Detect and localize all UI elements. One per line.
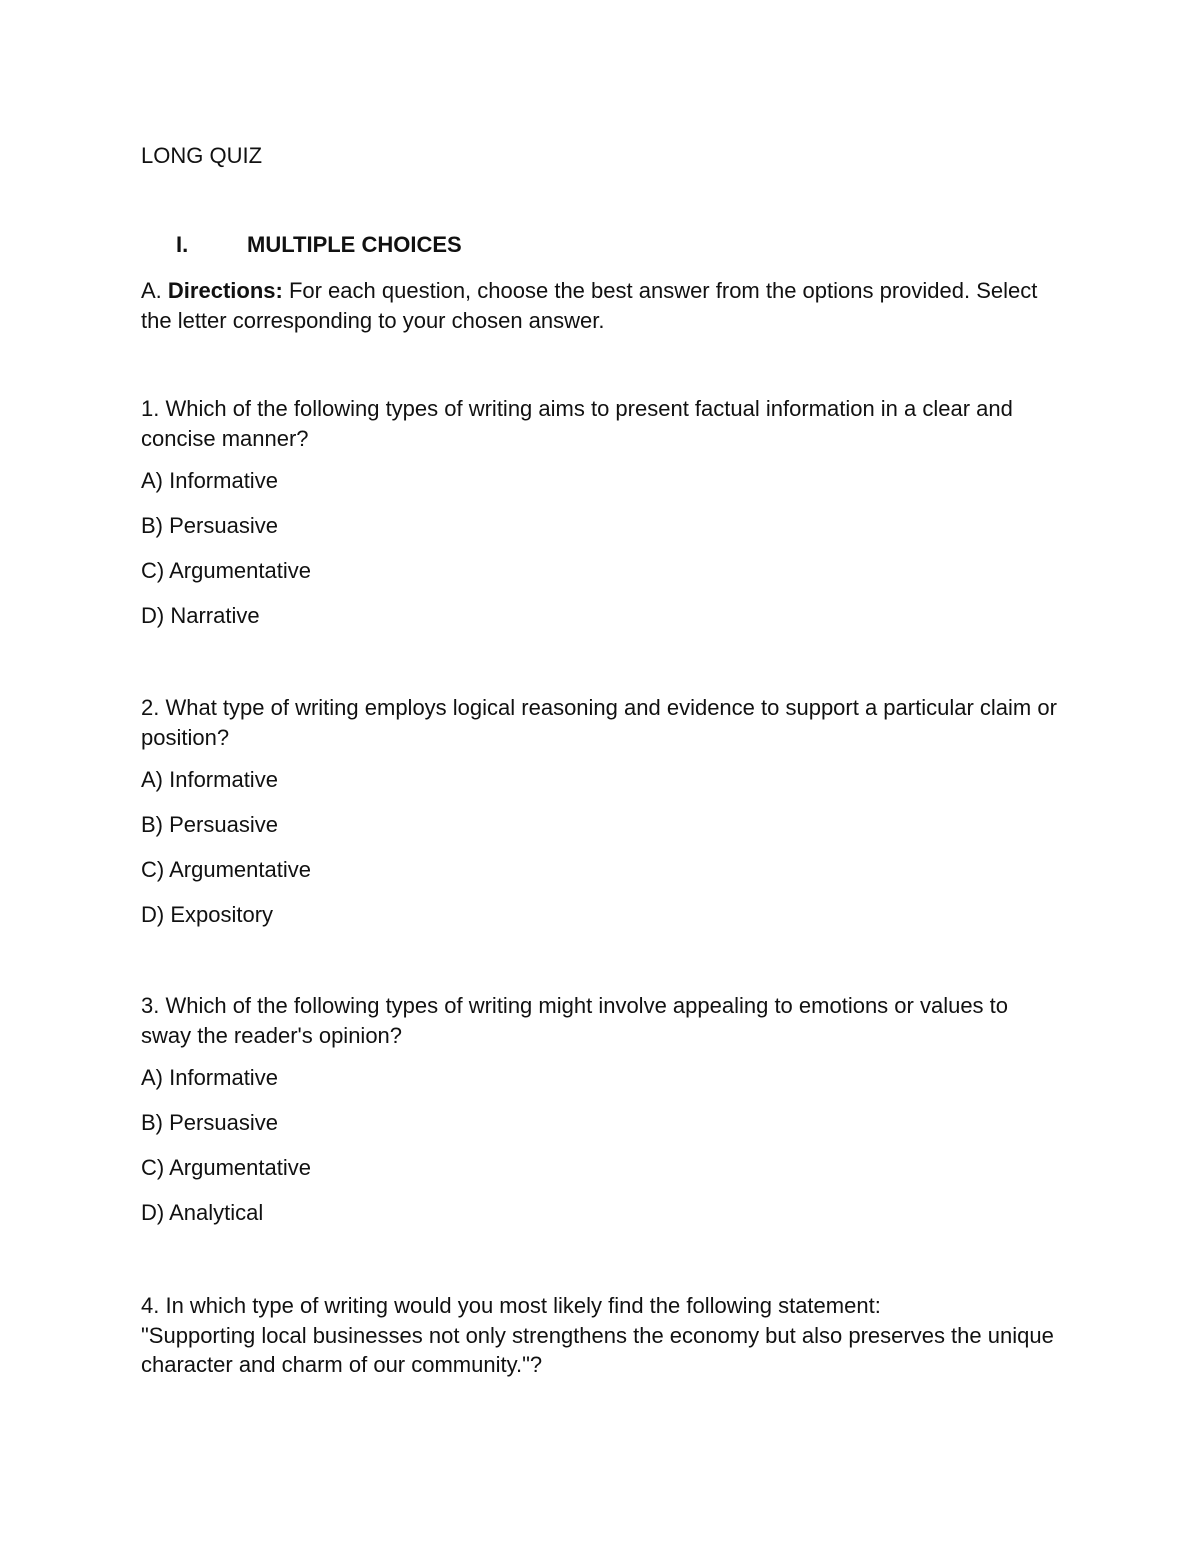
question-4	[141, 1291, 1061, 1380]
option-a: A) Informative	[141, 767, 278, 792]
option-b: B) Persuasive	[141, 513, 278, 538]
question-3	[141, 991, 1061, 1227]
directions-prefix: A.	[141, 278, 168, 303]
section-heading	[141, 231, 462, 259]
directions-label: Directions:	[167, 278, 283, 303]
option-d: D) Expository	[141, 902, 274, 927]
options-list	[141, 1064, 1061, 1227]
question-text: 2. What type of writing employs logical reasoning and evidence to support a particular claim or position?	[141, 695, 1057, 750]
option-b: B) Persuasive	[141, 1110, 278, 1135]
directions-text: For each question, choose the best answer from the options provided. Select the letter corresponding to your chosen answer.	[141, 278, 1038, 333]
section-title: MULTIPLE CHOICES	[247, 232, 462, 257]
question-text: 3. Which of the following types of writing might involve appealing to emotions or values to sway the reader's opinion?	[141, 993, 1009, 1048]
question-2	[141, 693, 1061, 929]
option-b: B) Persuasive	[141, 812, 278, 837]
option-d: D) Analytical	[141, 1200, 264, 1225]
directions-paragraph	[141, 276, 1061, 336]
question-1	[141, 394, 1061, 630]
option-c: C) Argumentative	[141, 558, 311, 583]
question-text-line-1: 4. In which type of writing would you most likely find the following statement:	[141, 1293, 881, 1318]
document-title: LONG QUIZ	[141, 143, 263, 168]
option-a: A) Informative	[141, 468, 278, 493]
question-text-quote: "Supporting local businesses not only strengthens the economy but also preserves the unique character and charm of our community."?	[141, 1322, 1054, 1377]
options-list	[141, 766, 1061, 929]
option-c: C) Argumentative	[141, 1155, 311, 1180]
option-a: A) Informative	[141, 1065, 278, 1090]
option-c: C) Argumentative	[141, 857, 311, 882]
options-list	[141, 467, 1061, 630]
section-number: I.	[176, 232, 189, 257]
option-d: D) Narrative	[141, 603, 260, 628]
question-text: 1. Which of the following types of writing aims to present factual information in a clear and concise manner?	[141, 396, 1013, 451]
